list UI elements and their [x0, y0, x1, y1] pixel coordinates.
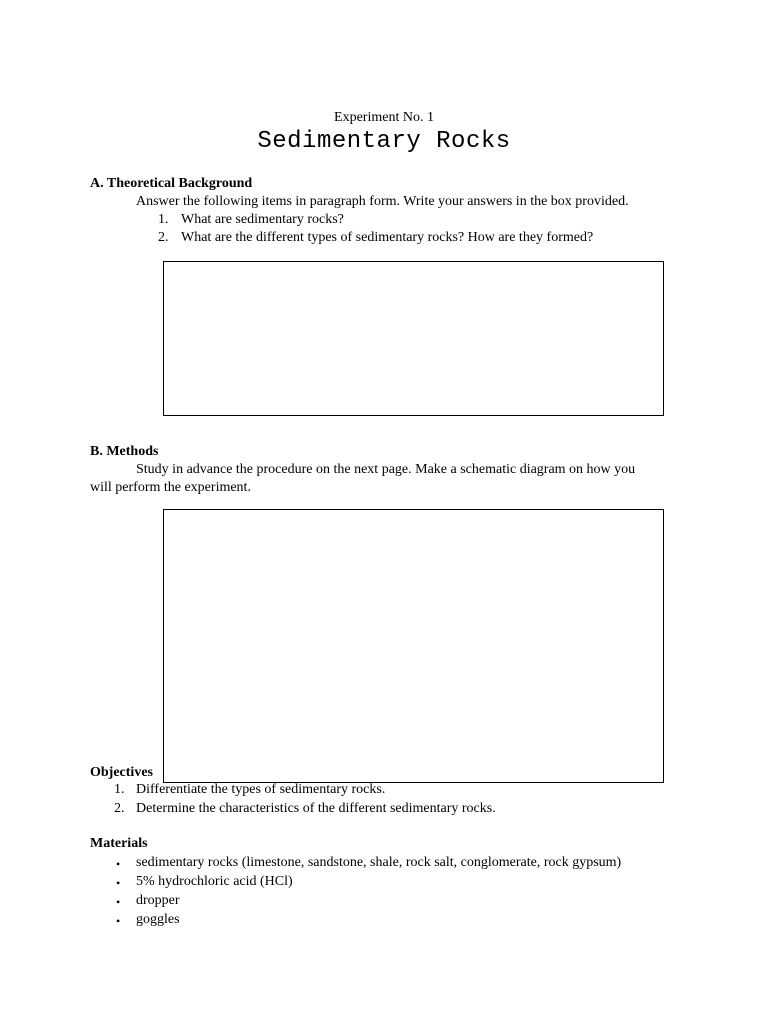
page-title: Sedimentary Rocks — [257, 128, 511, 155]
material-item-3: dropper — [136, 893, 180, 908]
objective-1-number: 1. — [114, 782, 125, 797]
material-item-2: 5% hydrochloric acid (HCl) — [136, 874, 293, 889]
section-a-item-2-number: 2. — [158, 230, 169, 245]
section-b-instruction-line-2: will perform the experiment. — [90, 480, 251, 495]
experiment-number: Experiment No. 1 — [334, 110, 434, 125]
material-item-1: sedimentary rocks (limestone, sandstone, shale, rock salt, conglomerate, rock gypsum) — [136, 855, 622, 870]
section-a-item-1: What are sedimentary rocks? — [181, 212, 344, 227]
bullet-icon: • — [116, 857, 121, 871]
bullet-icon: • — [116, 876, 121, 890]
bullet-icon: • — [116, 895, 121, 909]
section-b-heading: B. Methods — [90, 444, 159, 459]
answer-box-theoretical-background[interactable] — [163, 261, 664, 416]
section-a-heading: A. Theoretical Background — [90, 176, 253, 191]
section-b-instruction-line-1: Study in advance the procedure on the next page. Make a schematic diagram on how you — [136, 462, 636, 477]
objective-2: Determine the characteristics of the different sedimentary rocks. — [136, 801, 496, 816]
section-a-item-2: What are the different types of sedimentary rocks? How are they formed? — [181, 230, 594, 245]
section-a-instruction: Answer the following items in paragraph form. Write your answers in the box provided. — [136, 194, 629, 209]
section-a-item-1-number: 1. — [158, 212, 169, 227]
materials-heading: Materials — [90, 836, 148, 851]
objective-2-number: 2. — [114, 801, 125, 816]
objectives-heading: Objectives — [90, 765, 153, 780]
schematic-diagram-box[interactable] — [163, 509, 664, 783]
bullet-icon: • — [116, 914, 121, 928]
objective-1: Differentiate the types of sedimentary rocks. — [136, 782, 386, 797]
material-item-4: goggles — [136, 912, 180, 927]
